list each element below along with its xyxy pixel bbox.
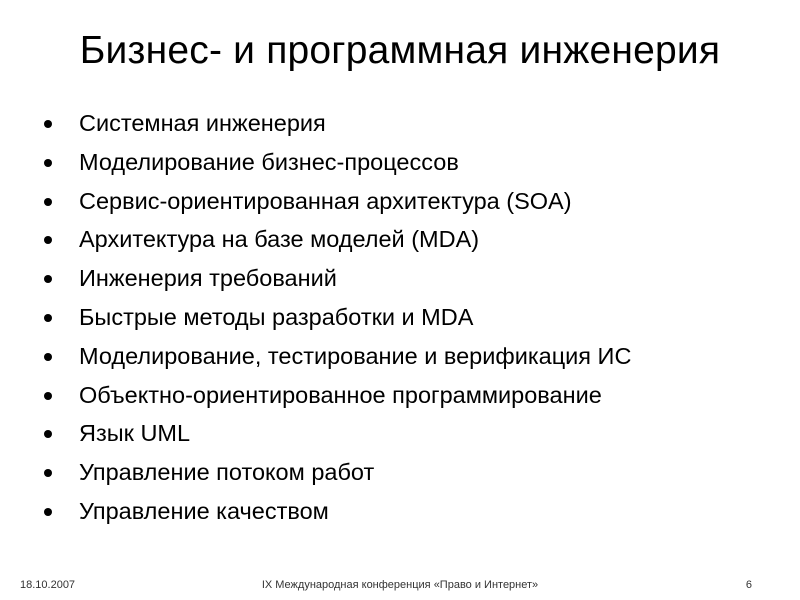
slide-title: Бизнес- и программная инженерия	[79, 29, 721, 72]
bullet-icon	[44, 353, 52, 361]
bullet-text: Объектно-ориентированное программирование	[79, 381, 602, 408]
list-item	[40, 376, 760, 415]
list-item	[40, 182, 760, 221]
bullet-text: Моделирование, тестирование и верификация ИС	[79, 342, 632, 369]
bullet-text: Язык UML	[79, 420, 191, 447]
slide-number: 6	[745, 579, 752, 591]
bullet-icon	[44, 469, 52, 477]
list-item	[40, 492, 760, 531]
list-item	[40, 453, 760, 492]
bullet-icon	[44, 430, 52, 438]
list-item	[40, 220, 760, 259]
list-item	[40, 104, 760, 143]
list-item	[40, 337, 760, 376]
list-item	[40, 143, 760, 182]
list-item	[40, 298, 760, 337]
bullet-icon	[44, 275, 52, 283]
bullet-text: Управление качеством	[79, 497, 329, 524]
bullet-icon	[44, 314, 52, 322]
bullet-icon	[44, 198, 52, 206]
bullet-icon	[44, 508, 52, 516]
bullet-text: Архитектура на базе моделей (MDA)	[79, 226, 480, 253]
bullet-icon	[44, 392, 52, 400]
bullet-icon	[44, 159, 52, 167]
list-item	[40, 414, 760, 453]
bullet-text: Инженерия требований	[79, 265, 337, 292]
bullet-list	[40, 104, 760, 531]
footer-conference: IX Международная конференция «Право и Интернет»	[261, 579, 539, 591]
bullet-text: Сервис-ориентированная архитектура (SOA)	[79, 187, 572, 214]
bullet-text: Быстрые методы разработки и MDA	[79, 303, 474, 330]
list-item	[40, 259, 760, 298]
bullet-icon	[44, 236, 52, 244]
bullet-text: Управление потоком работ	[79, 459, 375, 486]
bullet-icon	[44, 120, 52, 128]
bullet-text: Системная инженерия	[79, 110, 326, 136]
bullet-text: Моделирование бизнес-процессов	[79, 148, 459, 175]
footer-date: 18.10.2007	[20, 579, 76, 591]
